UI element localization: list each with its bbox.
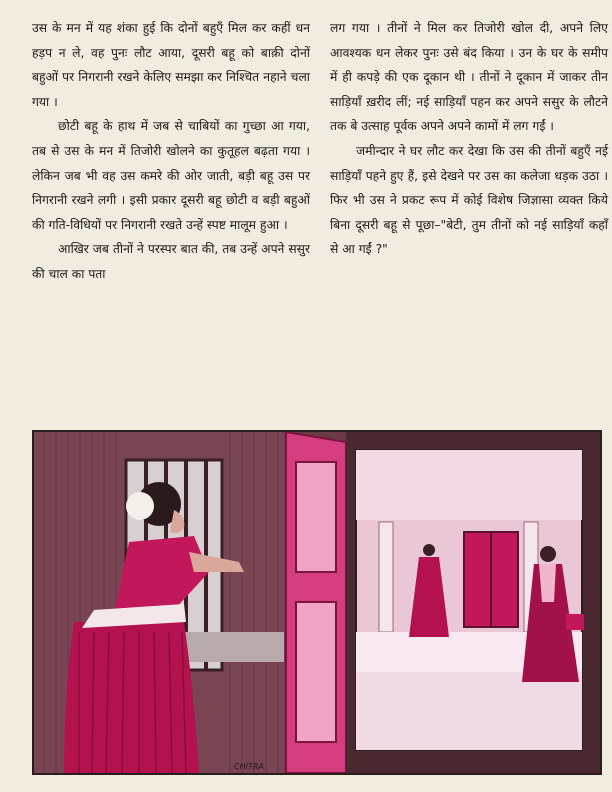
inner-ceiling (356, 450, 582, 520)
right-paragraph-2: जमीन्दार ने घर लौट कर देखा कि उस की तीनों बहुएँ नई साड़ियाँ पहने हुए हैं, इसे देखने पर उस का कलेजा धड़क उठा । फिर भी उस ने प्रकट रूप में कोई विशेष जिज्ञासा व्यक्त किये बिना दूसरी बहू से पूछा–"बेटी, तुम तीनों को नई साड़ियाँ कहाँ से आ गईं ?" (330, 143, 608, 257)
right-text-column (330, 16, 608, 262)
left-paragraph-3: आखिर जब तीनों ने परस्पर बात की, तब उन्हें अपने ससुर की चाल का पता (32, 242, 310, 281)
door-panel-top (296, 462, 336, 572)
door-panel-bottom (296, 602, 336, 742)
left-paragraph-2: छोटी बहू के हाथ में जब से चाबियों का गुच्छा आ गया, तब से उस के मन में तिजोरी खोलने का कुतूहल बढ़ता गया । लेकिन जब भी वह उस कमरे की ओर जाती, बड़ी बहू उस पर निगरानी रखने लगी । इसी प्रकार दूसरी बहू छोटी व बड़ी बहुओं की गति-विधियों पर निगरानी रखते उन्हें स्पष्ट मालूम हुआ । (32, 119, 310, 232)
story-illustration (32, 430, 602, 775)
left-text-column (32, 16, 310, 287)
flower-garland (126, 492, 154, 520)
foreground-floor (356, 672, 582, 750)
left-paragraph-1: उस के मन में यह शंका हुई कि दोनों बहुएँ मिल कर कहीं धन हड़प न ले, वह पुनः लौट आया, दूसरी बहू को बाक़ी दोनों बहुओं पर निगरानी रखने केलिए समझा कर निश्चित नहाने चला गया । (32, 21, 310, 109)
pillar-left (379, 522, 393, 632)
window-ledge (184, 632, 284, 662)
illustration-scene (34, 432, 600, 773)
right-paragraph-1: लग गया । तीनों ने मिल कर तिजोरी खोल दी, अपने लिए आवश्यक धन लेकर पुनः उसे बंद किया । उन के घर के समीप में ही कपड़े की एक दूकान थी । तीनों ने दूकान में जाकर तीन साड़ियाँ ख़रीद लीं; नई साड़ियाँ पहन कर अपने ससुर के लौटने तक बे उत्साह पूर्वक अपने अपने कामों में लग गईं । (330, 21, 608, 134)
woman-saree (64, 622, 199, 773)
artist-signature: CHITRA (234, 762, 264, 771)
